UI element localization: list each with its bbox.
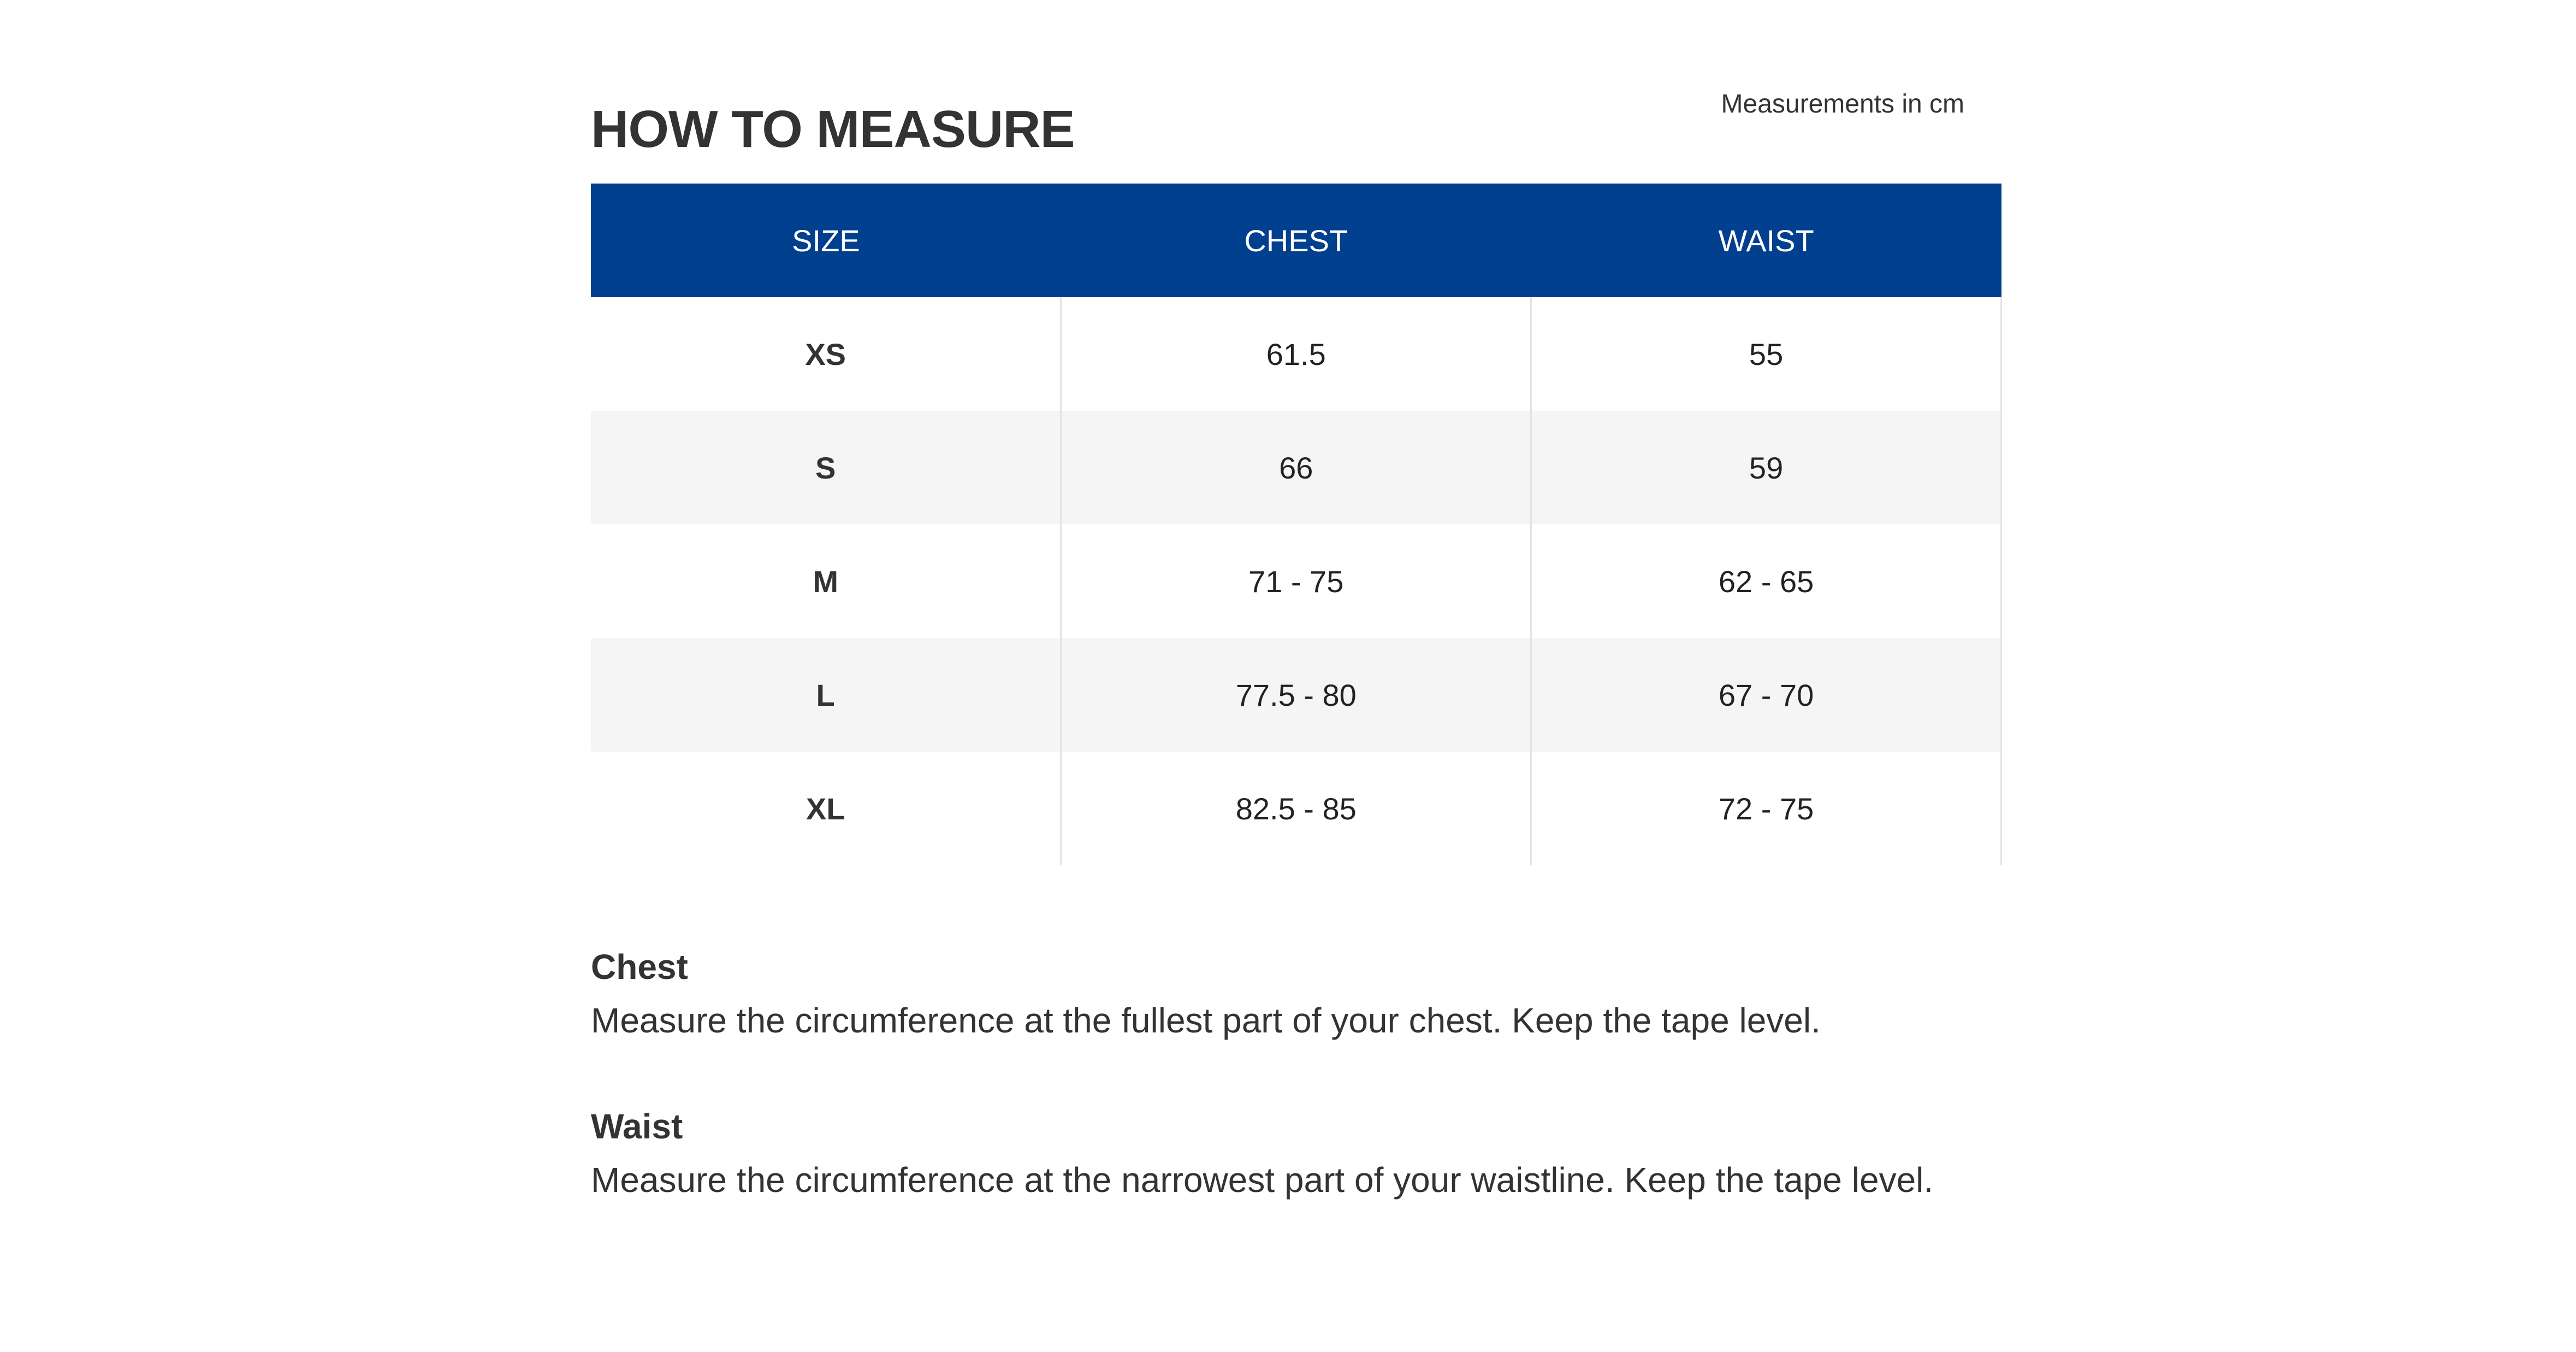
column-header-size: SIZE [792,223,860,258]
waist-cell: 62 - 65 [1531,524,2001,638]
table-row [591,752,2001,865]
waist-guide [591,1099,2065,1206]
chest-guide [591,940,2065,1047]
size-cell: XL [806,791,845,826]
page-title: HOW TO MEASURE [591,100,1075,159]
waist-cell: 67 - 70 [1531,638,2001,752]
size-cell: M [813,564,838,599]
waist-cell: 55 [1531,297,2001,411]
table-row [591,638,2001,752]
table-header-row [591,184,2001,297]
chest-cell: 61.5 [1061,297,1531,411]
size-chart-table [591,184,2002,865]
waist-cell: 59 [1531,411,2001,524]
chest-guide-text: Measure the circumference at the fullest part of your chest. Keep the tape level. [591,1001,1821,1040]
waist-cell: 72 - 75 [1531,752,2001,865]
waist-guide-text: Measure the circumference at the narrowest part of your waistline. Keep the tape level. [591,1160,1934,1200]
table-row [591,524,2001,638]
size-cell: L [816,677,835,712]
size-cell: S [815,450,836,485]
chest-cell: 82.5 - 85 [1061,752,1531,865]
units-note: Measurements in cm [1721,90,1964,119]
column-header-chest: CHEST [1244,223,1348,258]
column-header-waist: WAIST [1718,223,1814,258]
table-row [591,297,2001,411]
chest-cell: 77.5 - 80 [1061,638,1531,752]
size-cell: XS [805,336,846,371]
chest-guide-heading: Chest [591,947,688,987]
table-row [591,411,2001,524]
chest-cell: 71 - 75 [1061,524,1531,638]
chest-cell: 66 [1061,411,1531,524]
waist-guide-heading: Waist [591,1107,683,1146]
